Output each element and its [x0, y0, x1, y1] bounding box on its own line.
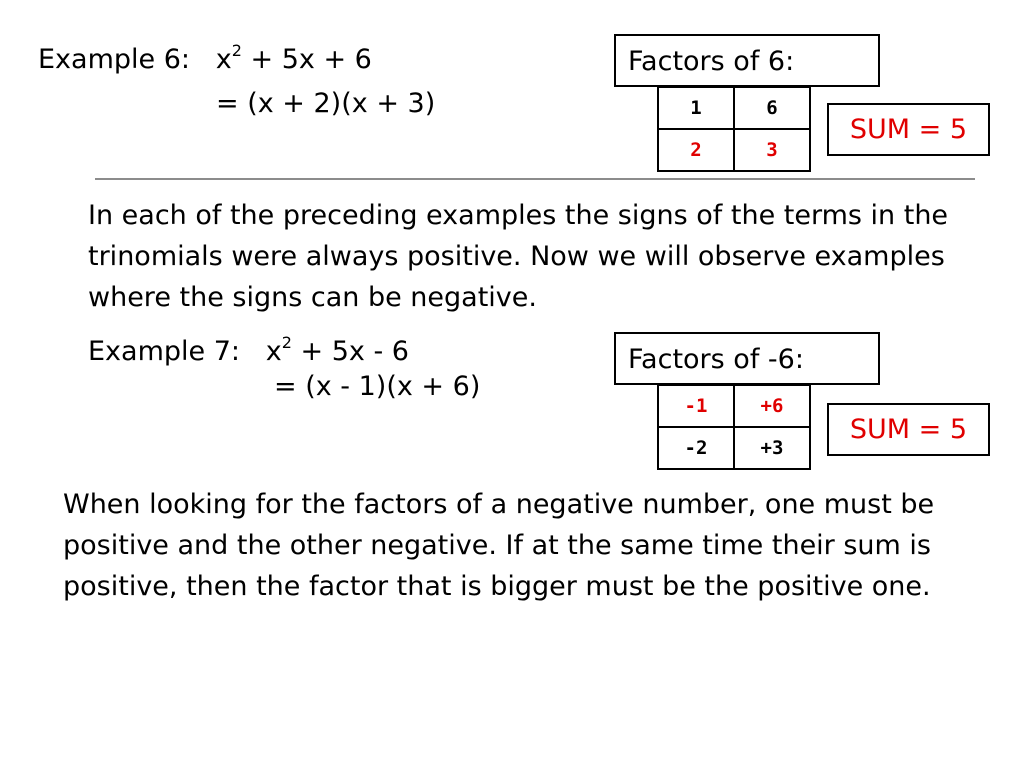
example6-rest: + 5x + 6 [241, 44, 372, 75]
example6-factors-box [614, 34, 880, 87]
table-cell: 3 [734, 129, 810, 171]
table-cell: +6 [734, 385, 810, 427]
table-row [658, 87, 810, 129]
example7-factored: = (x - 1)(x + 6) [274, 371, 481, 402]
table-cell: +3 [734, 427, 810, 469]
table-cell: 2 [658, 129, 734, 171]
example6-factors-table [657, 86, 811, 172]
example6-expression [38, 41, 372, 75]
example7-x: x [265, 336, 282, 367]
example7-exponent: 2 [281, 333, 292, 352]
table-cell: -2 [658, 427, 734, 469]
example7-label: Example 7: [88, 336, 240, 367]
example7-rest: + 5x - 6 [291, 336, 409, 367]
example6-factored: = (x + 2)(x + 3) [216, 88, 436, 119]
table-cell: -1 [658, 385, 734, 427]
example7-factors-title: Factors of -6: [628, 344, 804, 375]
example6-exponent: 2 [231, 41, 242, 60]
intro-paragraph: In each of the preceding examples the signs of the terms in the trinomials were always positive. Now we will observe examples where the signs can be negative. [88, 200, 949, 313]
example6-factors-title: Factors of 6: [628, 46, 795, 77]
table-row [658, 129, 810, 171]
example7-factors-table [657, 384, 811, 470]
example7-sum-box: SUM = 5 [827, 403, 990, 456]
example6-sum-box: SUM = 5 [827, 103, 990, 156]
table-cell: 1 [658, 87, 734, 129]
table-cell: 6 [734, 87, 810, 129]
example6-label: Example 6: [38, 44, 190, 75]
example6-x: x [215, 44, 232, 75]
table-row [658, 385, 810, 427]
divider-line [95, 178, 975, 180]
conclusion-paragraph: When looking for the factors of a negative number, one must be positive and the other negative. If at the same time their sum is positive, then the factor that is bigger must be the positive one. [63, 489, 935, 602]
example7-factors-box [614, 332, 880, 385]
example7-expression [88, 333, 409, 367]
table-row [658, 427, 810, 469]
